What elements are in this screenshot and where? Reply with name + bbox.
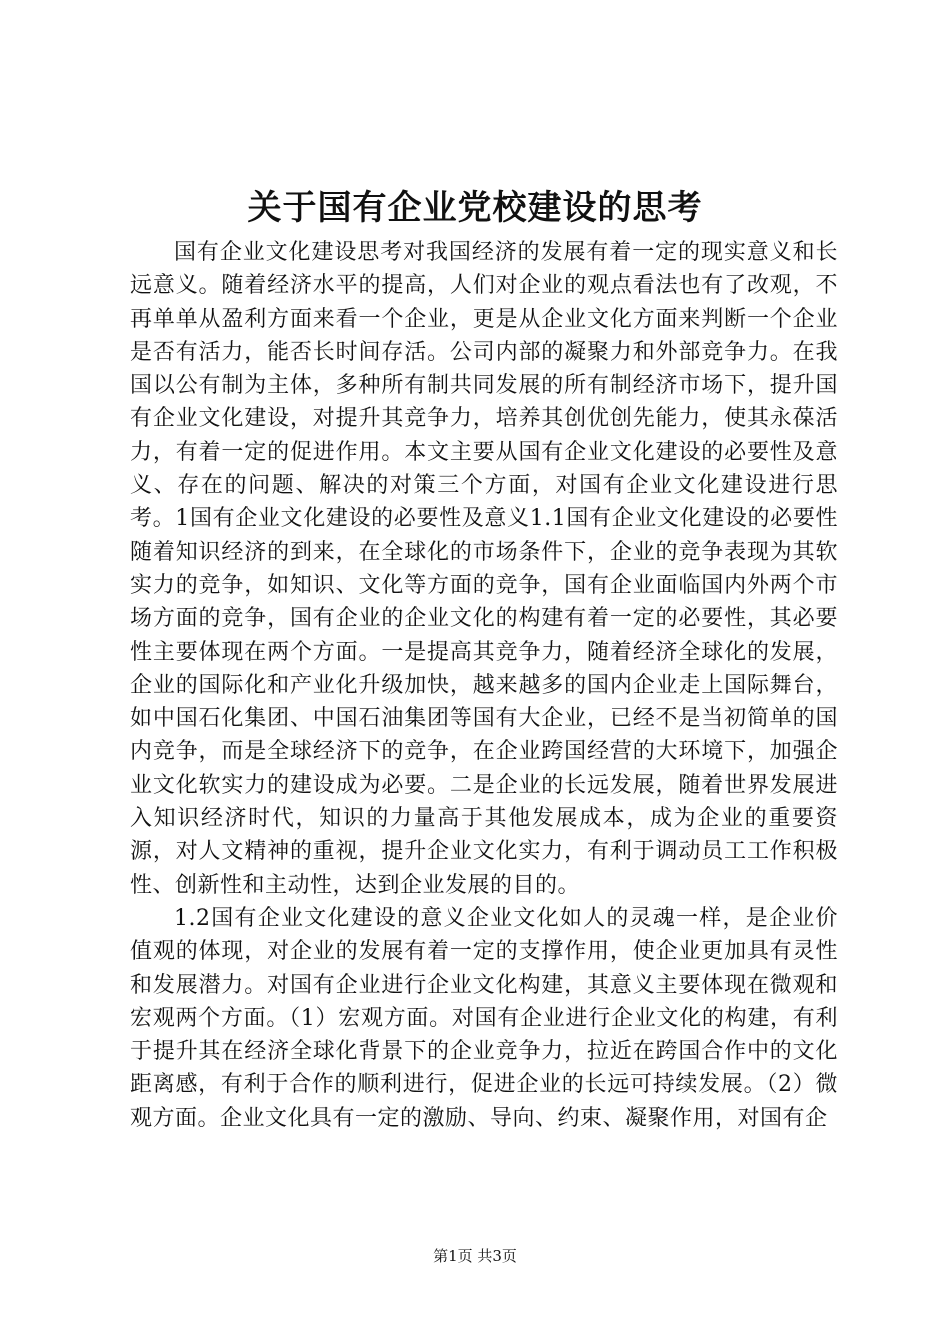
body-paragraph-2: 1.2国有企业文化建设的意义企业文化如人的灵魂一样，是企业价值观的体现，对企业的发展有着一定的支撑作用，使企业更加具有灵性和发展潜力。对国有企业进行企业文化构建，其意义主要体现在微观和宏观两个方面。（1）宏观方面。对国有企业进行企业文化的构建，有利于提升其在经济全球化背景下的企业竞争力，拉近在跨国合作中的文化距离感，有利于合作的顺利进行，促进企业的长远可持续发展。（2）微观方面。企业文化具有一定的激励、导向、约束、凝聚作用，对国有企 [130,905,838,1131]
document-body [130,236,838,1135]
document-title: 关于国有企业党校建设的思考 [247,188,703,228]
page-number-footer: 第1页 共3页 [433,1247,517,1265]
body-paragraph-1: 国有企业文化建设思考对我国经济的发展有着一定的现实意义和长远意义。随着经济水平的提高，人们对企业的观点看法也有了改观，不再单单从盈利方面来看一个企业，更是从企业文化方面来判断一个企业是否有活力，能否长时间存活。公司内部的凝聚力和外部竞争力。在我国以公有制为主体，多种所有制共同发展的所有制经济市场下，提升国有企业文化建设，对提升其竞争力，培养其创优创先能力，使其永葆活力，有着一定的促进作用。本文主要从国有企业文化建设的必要性及意义、存在的问题、解决的对策三个方面，对国有企业文化建设进行思考。1国有企业文化建设的必要性及意义1.1国有企业文化建设的必要性随着知识经济的到来，在全球化的市场条件下，企业的竞争表现为其软实力的竞争，如知识、文化等方面的竞争，国有企业面临国内外两个市场方面的竞争，国有企业的企业文化的构建有着一定的必要性，其必要性主要体现在两个方面。一是提高其竞争力，随着经济全球化的发展，企业的国际化和产业化升级加快，越来越多的国内企业走上国际舞台，如中国石化集团、中国石油集团等国有大企业，已经不是当初简单的国内竞争，而是全球经济下的竞争，在企业跨国经营的大环境下，加强企业文化软实力的建设成为必要。二是企业的长远发展，随着世界发展进入知识经济时代，知识的力量高于其他发展成本，成为企业的重要资源，对人文精神的重视，提升企业文化实力，有利于调动员工工作积极性、创新性和主动性，达到企业发展的目的。 [130,240,838,898]
